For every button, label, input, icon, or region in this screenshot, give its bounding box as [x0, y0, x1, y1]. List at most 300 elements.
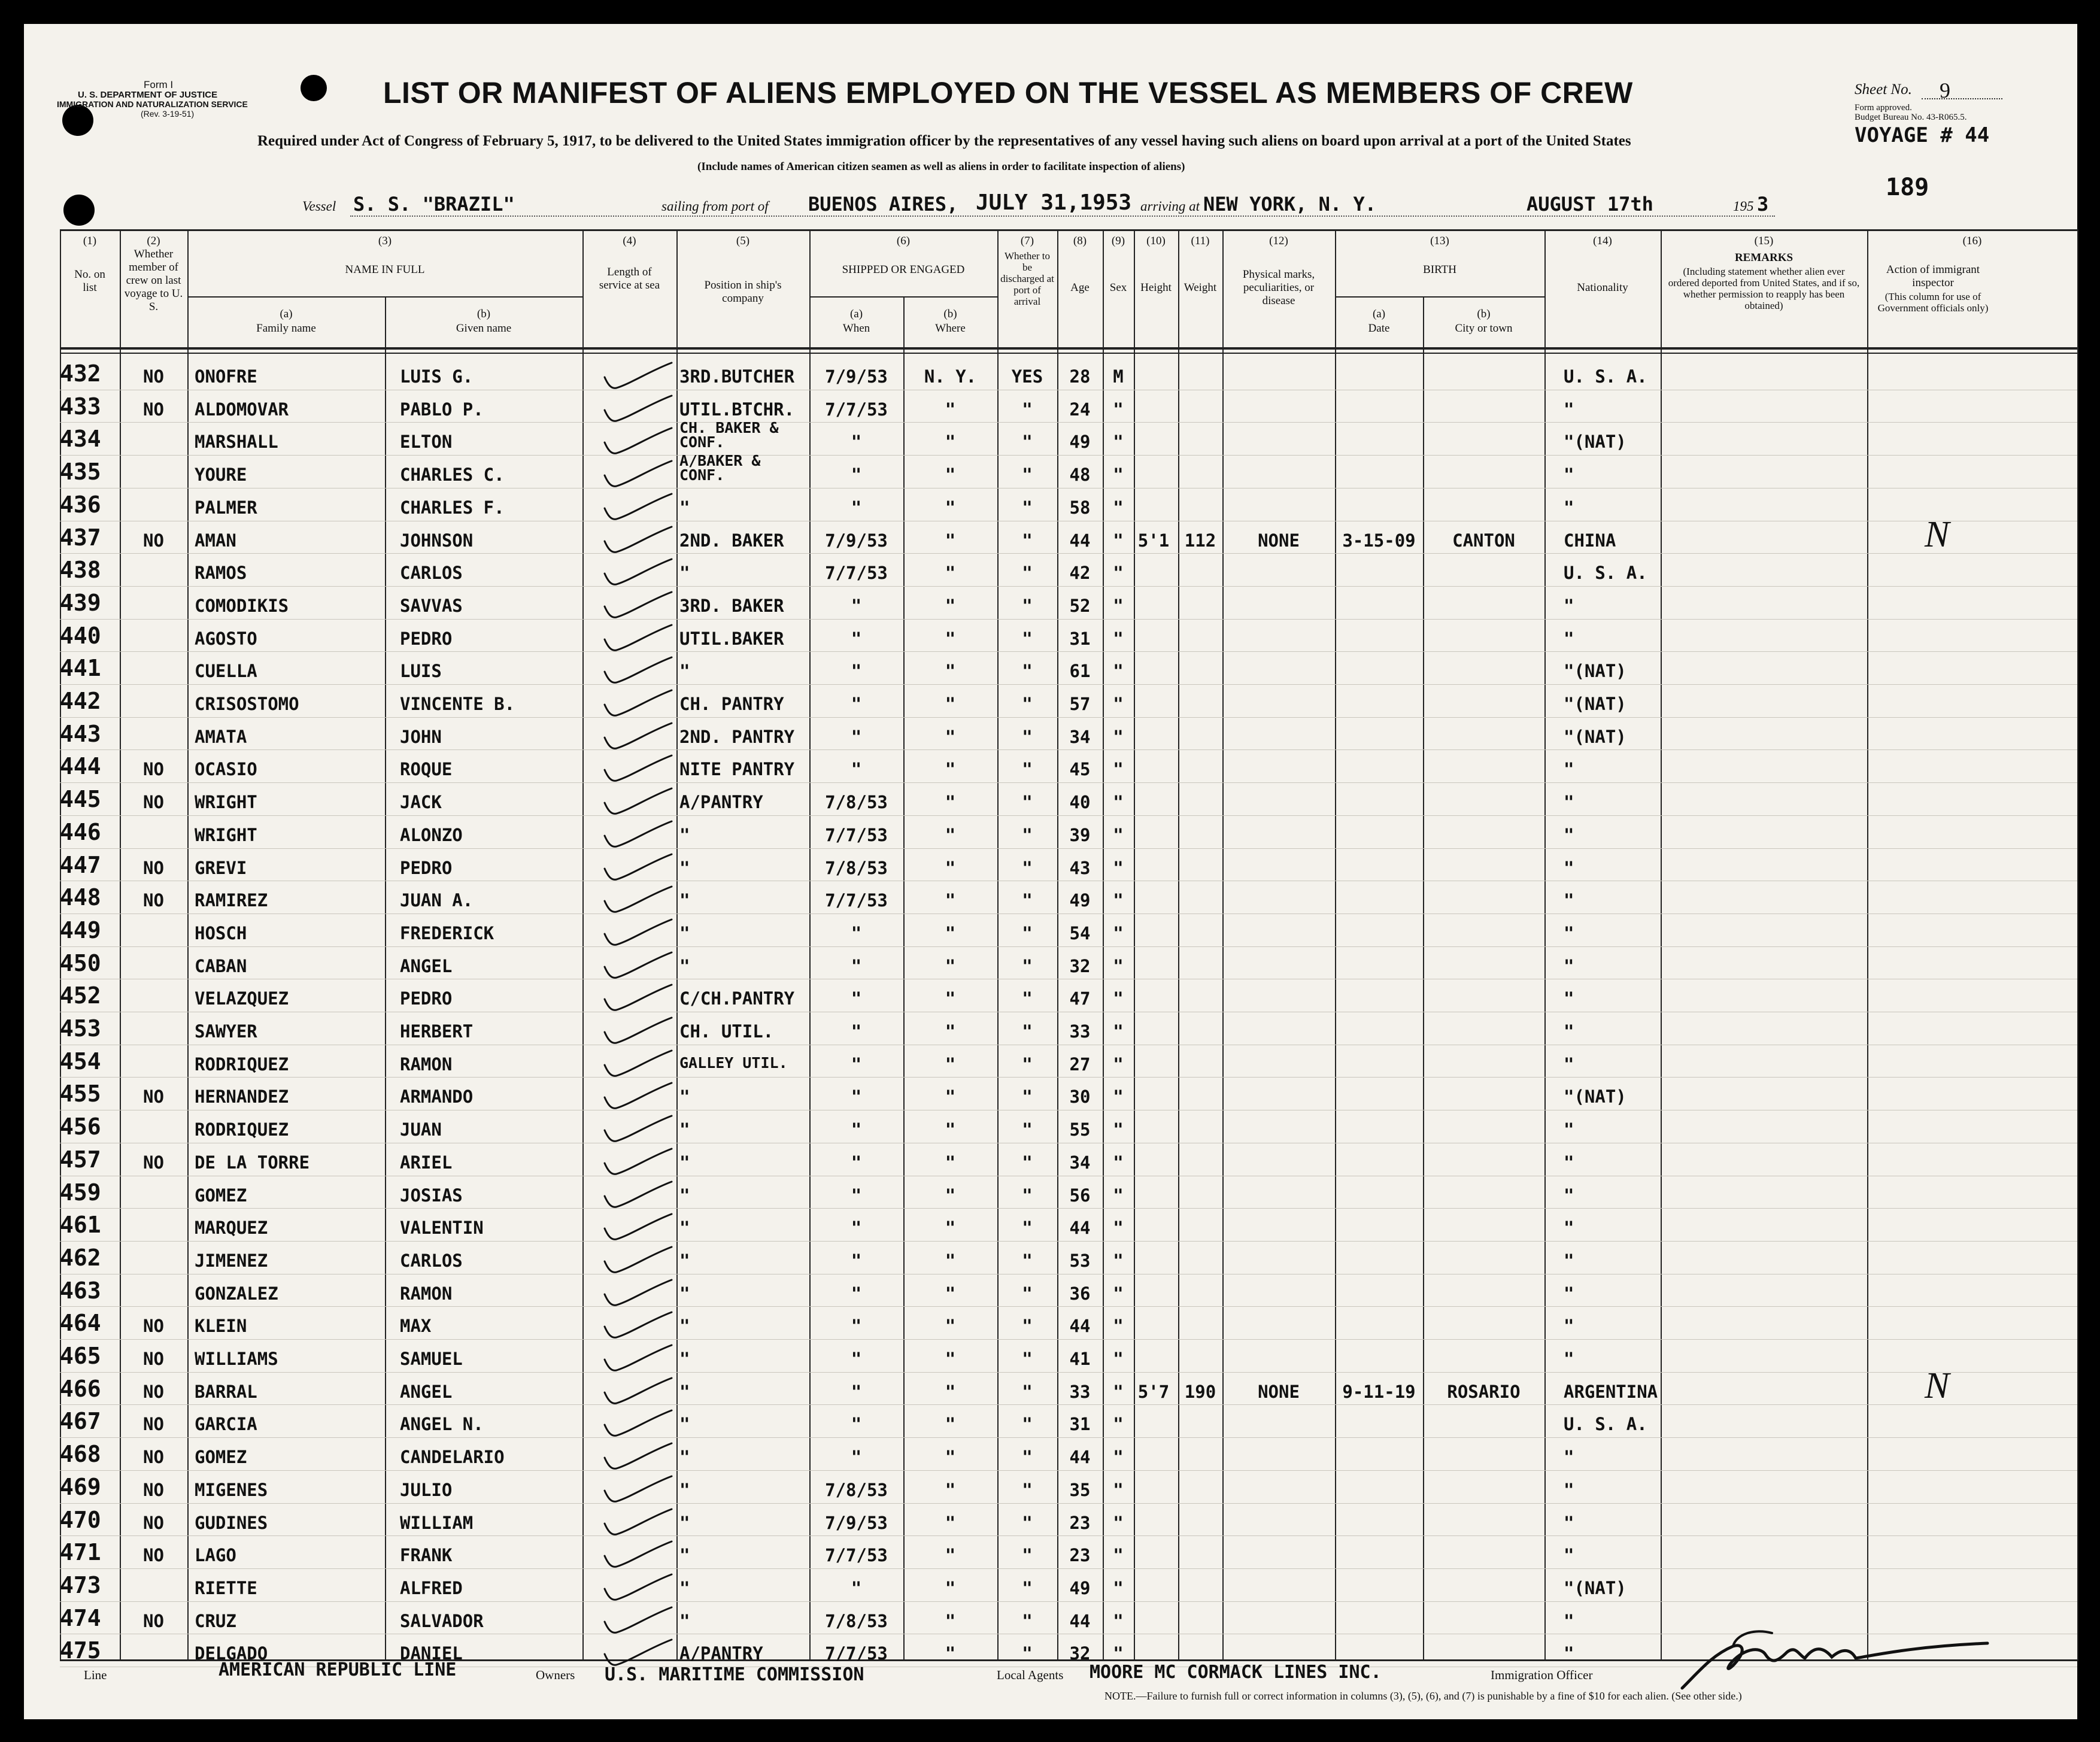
prev-voyage-cell: NO [143, 759, 164, 780]
family-name-cell: CABAN [195, 955, 247, 976]
position-cell: " [679, 922, 690, 943]
sex-cell: " [1113, 1349, 1124, 1369]
form-number: Form I [144, 79, 174, 90]
discharge-cell: " [1022, 1414, 1033, 1435]
shipped-where-cell: " [945, 432, 956, 453]
family-name-cell: AMATA [195, 726, 247, 747]
sex-cell: " [1113, 1087, 1124, 1107]
sex-cell: " [1113, 1152, 1124, 1173]
position-cell: A/PANTRY [679, 1643, 763, 1664]
shipped-where-cell: " [945, 1087, 956, 1107]
list-number-cell: 452 [60, 982, 101, 1009]
voyage-number: VOYAGE # 44 [1855, 123, 1990, 147]
col3a-label: Family name [256, 322, 316, 335]
family-name-cell: GUDINES [195, 1512, 268, 1533]
nationality-cell: " [1564, 759, 1574, 780]
list-number-cell: 463 [60, 1277, 101, 1304]
family-name-cell: CUELLA [195, 661, 257, 682]
col3a-letter: (a) [280, 308, 293, 320]
sex-cell: " [1113, 432, 1124, 453]
list-number-cell: 441 [60, 655, 101, 682]
age-cell: 39 [1069, 824, 1091, 845]
family-name-cell: AMAN [195, 530, 236, 551]
birth-city-cell: CANTON [1452, 530, 1515, 551]
list-number-cell: 459 [60, 1179, 101, 1206]
col3-num: (3) [378, 235, 392, 247]
age-cell: 44 [1069, 1610, 1091, 1631]
age-cell: 23 [1069, 1545, 1091, 1566]
given-name-cell: JACK [400, 792, 442, 813]
punch-hole [62, 105, 93, 136]
position-cell: " [679, 1087, 690, 1107]
age-cell: 43 [1069, 857, 1091, 878]
sex-cell: " [1113, 497, 1124, 518]
service-check-icon [599, 654, 676, 690]
shipped-when-cell: " [851, 922, 862, 943]
service-check-icon [599, 621, 676, 657]
service-check-icon [599, 1604, 676, 1640]
shipped-when-cell: " [851, 955, 862, 976]
nationality-cell: " [1564, 1479, 1574, 1500]
service-name: IMMIGRATION AND NATURALIZATION SERVICE [57, 99, 248, 109]
nationality-cell: "(NAT) [1564, 1087, 1626, 1107]
row-separator [60, 1437, 2077, 1438]
nationality-cell: " [1564, 1218, 1574, 1239]
sex-cell: " [1113, 1577, 1124, 1598]
col13-num: (13) [1430, 235, 1449, 247]
service-check-icon [599, 1079, 676, 1115]
arrival-date: AUGUST 17th [1527, 193, 1653, 216]
sex-cell: " [1113, 1610, 1124, 1631]
list-number-cell: 453 [60, 1015, 101, 1042]
family-name-cell: HERNANDEZ [195, 1087, 289, 1107]
shipped-where-cell: " [945, 1119, 956, 1140]
service-check-icon [599, 1178, 676, 1214]
position-cell: 2ND. BAKER [679, 530, 784, 551]
discharge-cell: " [1022, 726, 1033, 747]
nationality-cell: " [1564, 399, 1574, 420]
col12-num: (12) [1269, 235, 1288, 247]
line-label: Line [84, 1668, 107, 1682]
sex-cell: " [1113, 1250, 1124, 1271]
shipped-when-cell: 7/8/53 [825, 1479, 888, 1500]
list-number-cell: 475 [60, 1637, 101, 1664]
shipped-where-cell: " [945, 792, 956, 813]
given-name-cell: ANGEL [400, 1381, 453, 1402]
position-cell: A/PANTRY [679, 792, 763, 813]
nationality-cell: "(NAT) [1564, 432, 1626, 453]
vessel-name: S. S. "BRAZIL" [353, 193, 515, 216]
shipped-when-cell: 7/7/53 [825, 399, 888, 420]
family-name-cell: CRUZ [195, 1610, 236, 1631]
discharge-cell: " [1022, 694, 1033, 714]
col5-num: (5) [736, 235, 750, 247]
service-check-icon [599, 424, 676, 460]
shipped-when-cell: " [851, 497, 862, 518]
given-name-cell: SAVVAS [400, 595, 463, 616]
service-check-icon [599, 1309, 676, 1345]
age-cell: 40 [1069, 792, 1091, 813]
family-name-cell: HOSCH [195, 922, 247, 943]
family-name-cell: ONOFRE [195, 366, 257, 387]
position-cell: " [679, 1283, 690, 1304]
agents-value: MOORE MC CORMACK LINES INC. [1090, 1662, 1382, 1683]
row-separator [60, 1404, 2077, 1405]
discharge-cell: " [1022, 399, 1033, 420]
position-cell: " [679, 1250, 690, 1271]
discharge-cell: " [1022, 955, 1033, 976]
family-name-cell: WRIGHT [195, 792, 257, 813]
family-name-cell: YOURE [195, 465, 247, 485]
col11-num: (11) [1191, 235, 1210, 247]
age-cell: 53 [1069, 1250, 1091, 1271]
service-check-icon [599, 1506, 676, 1541]
service-check-icon [599, 1210, 676, 1246]
sex-cell: " [1113, 890, 1124, 911]
position-cell: " [679, 1447, 690, 1468]
shipped-where-cell: " [945, 1152, 956, 1173]
nationality-cell: " [1564, 890, 1574, 911]
service-check-icon [599, 785, 676, 821]
row-separator [60, 1339, 2077, 1340]
age-cell: 45 [1069, 759, 1091, 780]
discharge-cell: " [1022, 890, 1033, 911]
shipped-when-cell: " [851, 1250, 862, 1271]
sex-cell: " [1113, 694, 1124, 714]
given-name-cell: RAMON [400, 1054, 453, 1075]
sex-cell: " [1113, 1643, 1124, 1664]
service-check-icon [599, 1243, 676, 1279]
shipped-when-cell: " [851, 694, 862, 714]
discharge-cell: " [1022, 1512, 1033, 1533]
given-name-cell: ANGEL N. [400, 1414, 484, 1435]
col7-num: (7) [1020, 235, 1034, 247]
family-name-cell: ALDOMOVAR [195, 399, 289, 420]
prev-voyage-cell: NO [143, 1381, 164, 1402]
age-cell: 34 [1069, 1152, 1091, 1173]
position-cell: NITE PANTRY [679, 759, 795, 780]
shipped-where-cell: " [945, 1577, 956, 1598]
year-suffix: 3 [1757, 193, 1769, 216]
col11-label: Weight [1183, 281, 1217, 294]
discharge-cell: " [1022, 1087, 1033, 1107]
sex-cell: " [1113, 1545, 1124, 1566]
service-check-icon [599, 523, 676, 559]
col8-num: (8) [1073, 235, 1087, 247]
given-name-cell: CARLOS [400, 1250, 463, 1271]
sex-cell: " [1113, 857, 1124, 878]
service-check-icon [599, 457, 676, 493]
col16-label: Action of immigrant inspector [1886, 263, 1980, 289]
table-top-border [60, 229, 2077, 231]
age-cell: 44 [1069, 1316, 1091, 1337]
sex-cell: " [1113, 1021, 1124, 1042]
department-name: U. S. DEPARTMENT OF JUSTICE [78, 90, 218, 100]
prev-voyage-cell: NO [143, 1545, 164, 1566]
sex-cell: " [1113, 595, 1124, 616]
age-cell: 58 [1069, 497, 1091, 518]
nationality-cell: " [1564, 1185, 1574, 1206]
position-cell: " [679, 1414, 690, 1435]
shipped-when-cell: " [851, 1152, 862, 1173]
position-cell: GALLEY UTIL. [679, 1054, 788, 1072]
nationality-cell: " [1564, 595, 1574, 616]
shipped-where-cell: " [945, 563, 956, 584]
discharge-cell: " [1022, 432, 1033, 453]
service-check-icon [599, 490, 676, 526]
col15-num: (15) [1754, 235, 1774, 247]
family-name-cell: COMODIKIS [195, 595, 289, 616]
sex-cell: " [1113, 1512, 1124, 1533]
row-separator [60, 1470, 2077, 1471]
nationality-cell: " [1564, 1512, 1574, 1533]
family-name-cell: MARSHALL [195, 432, 278, 453]
discharge-cell: " [1022, 792, 1033, 813]
age-cell: 31 [1069, 628, 1091, 649]
given-name-cell: ARMANDO [400, 1087, 474, 1107]
nationality-cell: " [1564, 824, 1574, 845]
prev-voyage-cell: NO [143, 1087, 164, 1107]
column-divider [2077, 229, 2078, 1661]
service-check-icon [599, 818, 676, 854]
position-cell: " [679, 955, 690, 976]
position-cell: " [679, 1316, 690, 1337]
discharge-cell: " [1022, 1021, 1033, 1042]
family-name-cell: PALMER [195, 497, 257, 518]
birth-date-cell: 3-15-09 [1342, 530, 1416, 551]
shipped-where-cell: " [945, 497, 956, 518]
physical-marks-cell: NONE [1258, 1381, 1300, 1402]
col14-num: (14) [1593, 235, 1612, 247]
given-name-cell: ALFRED [400, 1577, 463, 1598]
list-number-cell: 457 [60, 1146, 101, 1173]
family-name-cell: CRISOSTOMO [195, 694, 299, 714]
col3b-label: Given name [456, 322, 512, 335]
nationality-cell: U. S. A. [1564, 366, 1647, 387]
birth-city-cell: ROSARIO [1447, 1381, 1521, 1402]
given-name-cell: LUIS [400, 661, 442, 682]
col7-label: Whether to be discharged at port of arrival [1000, 250, 1054, 307]
list-number-cell: 444 [60, 753, 101, 780]
shipped-where-cell: " [945, 1610, 956, 1631]
height-cell: 5'7 [1137, 1381, 1170, 1402]
list-number-cell: 439 [60, 589, 101, 616]
age-cell: 54 [1069, 922, 1091, 943]
age-cell: 34 [1069, 726, 1091, 747]
col13a-label: Date [1368, 322, 1390, 335]
list-number-cell: 443 [60, 720, 101, 747]
shipped-when-cell: " [851, 432, 862, 453]
list-number-cell: 434 [60, 426, 101, 453]
shipped-where-cell: " [945, 1349, 956, 1369]
shipped-where-cell: " [945, 530, 956, 551]
row-separator [60, 1535, 2077, 1536]
col13a-letter: (a) [1372, 308, 1386, 320]
shipped-when-cell: 7/9/53 [825, 530, 888, 551]
age-cell: 49 [1069, 432, 1091, 453]
nationality-cell: " [1564, 465, 1574, 485]
sex-cell: " [1113, 1447, 1124, 1468]
given-name-cell: JOHNSON [400, 530, 474, 551]
given-name-cell: PABLO P. [400, 399, 484, 420]
shipped-where-cell: " [945, 1250, 956, 1271]
col13b-label: City or town [1455, 322, 1513, 335]
nationality-cell: " [1564, 988, 1574, 1009]
shipped-where-cell: " [945, 1479, 956, 1500]
col9-num: (9) [1111, 235, 1125, 247]
col10-label: Height [1140, 281, 1172, 294]
officer-label: Immigration Officer [1491, 1668, 1593, 1682]
nationality-cell: " [1564, 1545, 1574, 1566]
position-cell: 3RD.BUTCHER [679, 366, 795, 387]
family-name-cell: AGOSTO [195, 628, 257, 649]
given-name-cell: FRANK [400, 1545, 453, 1566]
shipped-when-cell: " [851, 1316, 862, 1337]
sex-cell: " [1113, 1381, 1124, 1402]
shipped-where-cell: " [945, 1414, 956, 1435]
position-cell: A/BAKER & CONF. [679, 452, 761, 484]
shipped-where-cell: " [945, 1283, 956, 1304]
list-number-cell: 462 [60, 1244, 101, 1271]
shipped-when-cell: " [851, 1577, 862, 1598]
nationality-cell: " [1564, 497, 1574, 518]
list-number-cell: 473 [60, 1571, 101, 1598]
col1-num: (1) [83, 235, 97, 247]
family-name-cell: RODRIQUEZ [195, 1054, 289, 1075]
sex-cell: " [1113, 824, 1124, 845]
sheet-label: Sheet No. [1855, 81, 1912, 98]
col4-num: (4) [623, 235, 636, 247]
discharge-cell: " [1022, 1381, 1033, 1402]
position-cell: UTIL.BAKER [679, 628, 784, 649]
col12-label: Physical marks, peculiarities, or disease [1242, 268, 1315, 307]
prev-voyage-cell: NO [143, 1316, 164, 1337]
family-name-cell: MARQUEZ [195, 1218, 268, 1239]
given-name-cell: ALONZO [400, 824, 463, 845]
row-separator [60, 586, 2077, 587]
discharge-cell: " [1022, 1610, 1033, 1631]
nationality-cell: " [1564, 792, 1574, 813]
col16-sublabel: (This column for use of Government officials only) [1877, 291, 1989, 314]
row-separator [60, 553, 2077, 554]
nationality-cell: CHINA [1564, 530, 1616, 551]
given-name-cell: ARIEL [400, 1152, 453, 1173]
form-approved: Form approved. [1855, 103, 1912, 113]
family-name-cell: BARRAL [195, 1381, 257, 1402]
age-cell: 41 [1069, 1349, 1091, 1369]
discharge-cell: " [1022, 1283, 1033, 1304]
list-number-cell: 469 [60, 1473, 101, 1500]
sex-cell: M [1113, 366, 1124, 387]
prev-voyage-cell: NO [143, 1152, 164, 1173]
list-number-cell: 432 [60, 360, 101, 387]
age-cell: 42 [1069, 563, 1091, 584]
nationality-cell: " [1564, 1349, 1574, 1369]
family-name-cell: DE LA TORRE [195, 1152, 310, 1173]
service-check-icon [599, 949, 676, 985]
shipped-where-cell: " [945, 661, 956, 682]
given-name-cell: CHARLES C. [400, 465, 505, 485]
shipped-when-cell: 7/7/53 [825, 563, 888, 584]
col2-num: (2) [147, 235, 160, 247]
discharge-cell: " [1022, 1316, 1033, 1337]
agents-label: Local Agents [997, 1668, 1064, 1682]
list-number-cell: 450 [60, 949, 101, 976]
prev-voyage-cell: NO [143, 792, 164, 813]
list-number-cell: 440 [60, 622, 101, 649]
age-cell: 36 [1069, 1283, 1091, 1304]
age-cell: 33 [1069, 1021, 1091, 1042]
position-cell: " [679, 1152, 690, 1173]
shipped-when-cell: " [851, 661, 862, 682]
prev-voyage-cell: NO [143, 1447, 164, 1468]
given-name-cell: SAMUEL [400, 1349, 463, 1369]
owners-value: U.S. MARITIME COMMISSION [605, 1664, 864, 1685]
family-name-cell: WRIGHT [195, 824, 257, 845]
discharge-cell: " [1022, 1054, 1033, 1075]
age-cell: 47 [1069, 988, 1091, 1009]
shipped-when-cell: " [851, 1021, 862, 1042]
line-value: AMERICAN REPUBLIC LINE [219, 1659, 457, 1680]
sailing-port: BUENOS AIRES, [808, 193, 958, 216]
list-number-cell: 471 [60, 1539, 101, 1566]
prev-voyage-cell: NO [143, 366, 164, 387]
sex-cell: " [1113, 792, 1124, 813]
shipped-where-cell: " [945, 1643, 956, 1664]
column-divider [1544, 229, 1546, 1661]
service-check-icon [599, 1571, 676, 1607]
family-name-cell: SAWYER [195, 1021, 257, 1042]
shipped-when-cell: " [851, 1218, 862, 1239]
service-check-icon [599, 392, 676, 428]
row-separator [60, 815, 2077, 816]
list-number-cell: 437 [60, 524, 101, 551]
sex-cell: " [1113, 1283, 1124, 1304]
vessel-dotted-line [350, 216, 1775, 217]
age-cell: 32 [1069, 955, 1091, 976]
given-name-cell: CARLOS [400, 563, 463, 584]
family-name-cell: RIETTE [195, 1577, 257, 1598]
birth-date-cell: 9-11-19 [1342, 1381, 1416, 1402]
given-name-cell: VALENTIN [400, 1218, 484, 1239]
col15-label: REMARKS [1734, 251, 1794, 264]
given-name-cell: JUAN A. [400, 890, 474, 911]
column-divider [120, 229, 121, 1661]
discharge-cell: " [1022, 530, 1033, 551]
year-prefix: 195 [1733, 199, 1754, 214]
position-cell: " [679, 857, 690, 878]
age-cell: 44 [1069, 1218, 1091, 1239]
col13-label: BIRTH [1423, 263, 1456, 276]
age-cell: 23 [1069, 1512, 1091, 1533]
age-cell: 49 [1069, 1577, 1091, 1598]
sex-cell: " [1113, 399, 1124, 420]
sex-cell: " [1113, 563, 1124, 584]
column-divider [1134, 229, 1135, 1661]
row-separator [60, 749, 2077, 750]
given-name-cell: JOSIAS [400, 1185, 463, 1206]
discharge-cell: " [1022, 1643, 1033, 1664]
given-name-cell: FREDERICK [400, 922, 494, 943]
shipped-where-cell: " [945, 890, 956, 911]
shipped-when-cell: 7/7/53 [825, 824, 888, 845]
budget-bureau: Budget Bureau No. 43-R065.5. [1855, 113, 1967, 122]
column-divider [187, 229, 189, 1661]
nationality-cell: "(NAT) [1564, 1577, 1626, 1598]
shipped-when-cell: " [851, 628, 862, 649]
position-cell: " [679, 1185, 690, 1206]
given-name-cell: MAX [400, 1316, 432, 1337]
